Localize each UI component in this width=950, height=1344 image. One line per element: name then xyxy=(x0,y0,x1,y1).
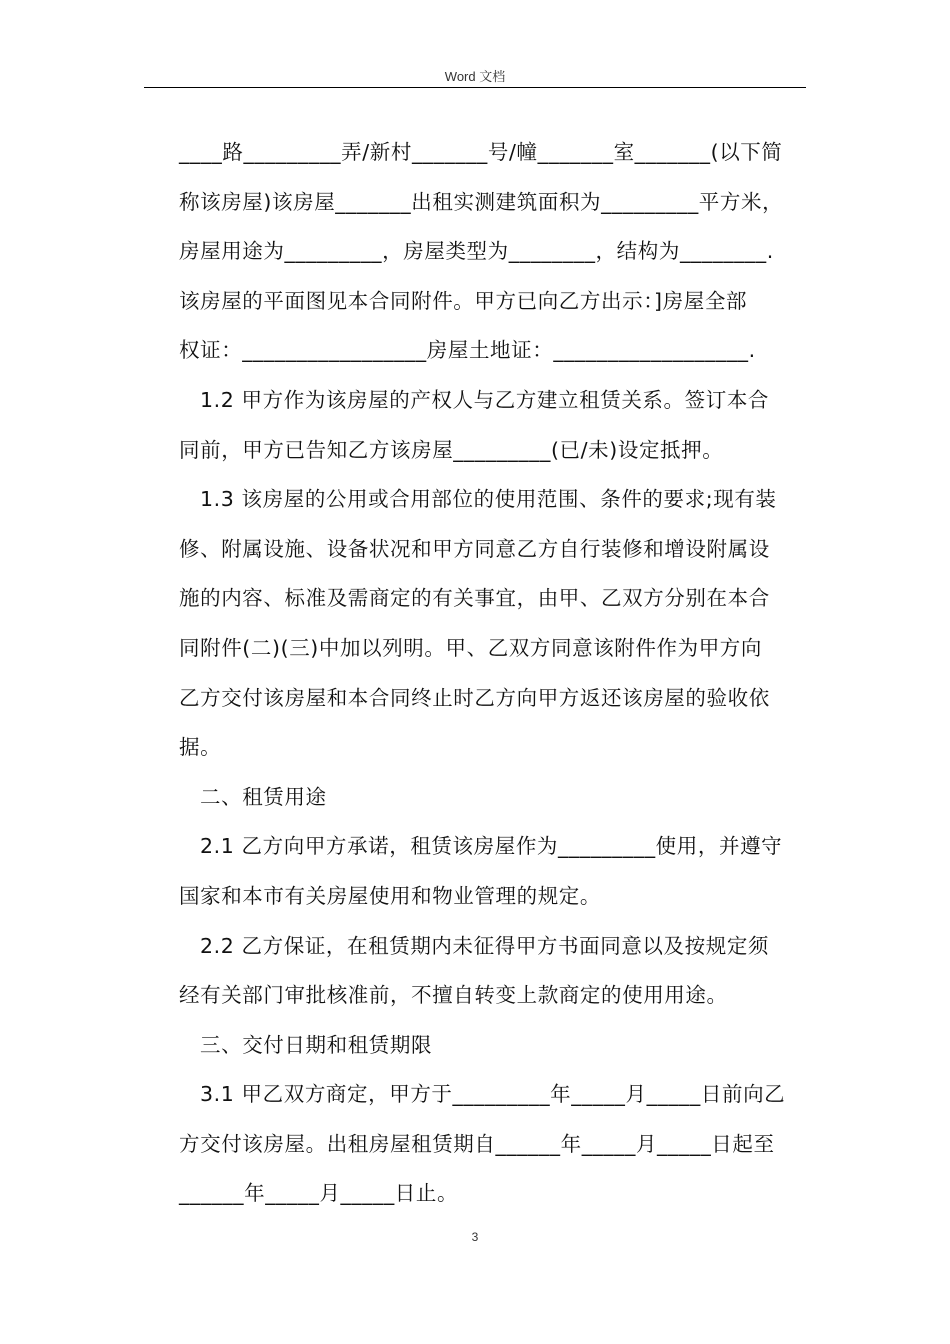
text-line: 权证：_________________房屋土地证：__________________. xyxy=(179,338,756,363)
text-line: 该房屋的平面图见本合同附件。甲方已向乙方出示：]房屋全部 xyxy=(179,288,748,313)
text-line: 2.2 乙方保证，在租赁期内未征得甲方书面同意以及按规定须 xyxy=(200,933,770,958)
page-header: Word 文档 xyxy=(444,69,506,84)
text-line: 乙方交付该房屋和本合同终止时乙方向甲方返还该房屋的验收依 xyxy=(179,685,770,710)
header-divider xyxy=(144,87,806,88)
text-line: 修、附属设施、设备状况和甲方同意乙方自行装修和增设附属设 xyxy=(179,536,770,561)
text-line: 国家和本市有关房屋使用和物业管理的规定。 xyxy=(179,883,601,908)
document-body xyxy=(179,128,803,1219)
text-line: 3.1 甲乙双方商定，甲方于_________年_____月_____日前向乙 xyxy=(200,1082,786,1107)
text-line: ____路_________弄/新村_______号/幢_______室_______(以下简 xyxy=(179,140,783,164)
text-line: ______年_____月_____日止。 xyxy=(179,1181,459,1206)
text-line: 据。 xyxy=(179,735,222,760)
text-line: 方交付该房屋。出租房屋租赁期自______年_____月_____日起至 xyxy=(179,1131,775,1156)
text-line: 称该房屋)该房屋_______出租实测建筑面积为_________平方米， xyxy=(179,189,784,214)
text-line: 同附件(二)(三)中加以列明。甲、乙双方同意该附件作为甲方向 xyxy=(179,635,762,660)
text-line: 同前，甲方已告知乙方该房屋_________(已/未)设定抵押。 xyxy=(179,437,724,462)
text-line: 1.3 该房屋的公用或合用部位的使用范围、条件的要求;现有装 xyxy=(200,487,777,512)
text-line: 房屋用途为_________，房屋类型为________，结构为________. xyxy=(179,239,774,264)
page-number: 3 xyxy=(471,1230,479,1244)
text-line: 经有关部门审批核准前，不擅自转变上款商定的使用用途。 xyxy=(179,983,728,1008)
text-line: 2.1 乙方向甲方承诺，租赁该房屋作为_________使用，并遵守 xyxy=(200,834,783,859)
section-heading: 三、交付日期和租赁期限 xyxy=(200,1032,433,1057)
section-heading: 二、租赁用途 xyxy=(200,784,327,809)
text-line: 施的内容、标准及需商定的有关事宜，由甲、乙双方分别在本合 xyxy=(179,586,770,611)
text-line: 1.2 甲方作为该房屋的产权人与乙方建立租赁关系。签订本合 xyxy=(200,387,770,412)
